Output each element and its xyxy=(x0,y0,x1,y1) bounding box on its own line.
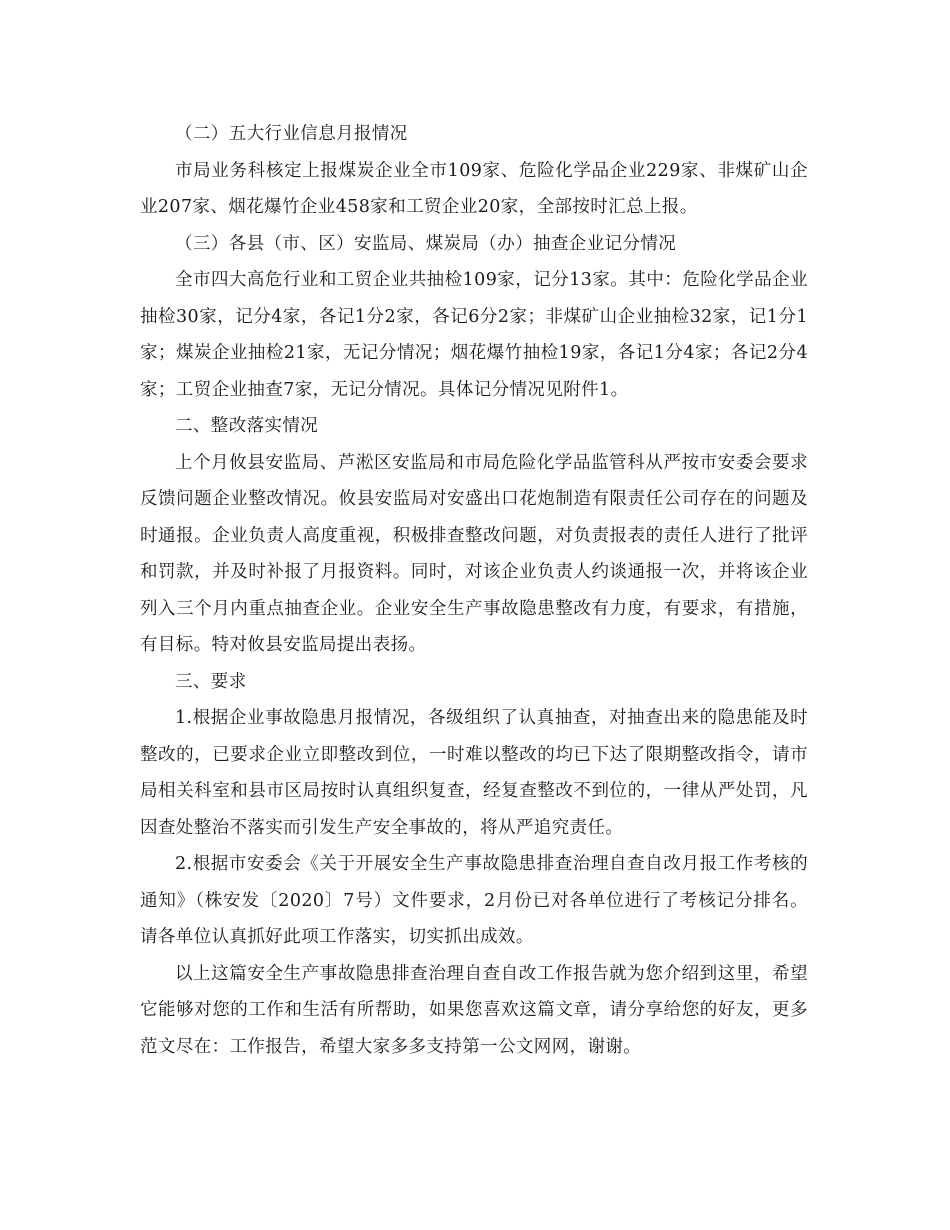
paragraph-requirement-2: 2.根据市安委会《关于开展安全生产事故隐患排查治理自查自改月报工作考核的通知》（株安发〔2020〕7号）文件要求，2月份已对各单位进行了考核记分排名。请各单位认真抓好此项工作落实，切实抓出成效。 xyxy=(140,854,808,947)
paragraph-rectification: 上个月攸县安监局、芦淞区安监局和市局危险化学品监管科从严按市安委会要求反馈问题企业整改情况。攸县安监局对安盛出口花炮制造有限责任公司存在的问题及时通报。企业负责人高度重视，积极排查整改问题，对负责报表的责任人进行了批评和罚款，并及时补报了月报资料。同时，对该企业负责人约谈通报一次，并将该企业列入三个月内重点抽查企业。企业安全生产事故隐患整改有力度，有要求，有措施，有目标。特对攸县安监局提出表扬。 xyxy=(140,452,808,655)
section-heading-rectification: 二、整改落实情况 xyxy=(175,416,319,436)
paragraph-requirement-1: 1.根据企业事故隐患月报情况，各级组织了认真抽查，对抽查出来的隐患能及时整改的，已要求企业立即整改到位，一时难以整改的均已下达了限期整改指令，请市局相关科室和县市区局按时认真组织复查，经复查整改不到位的，一律从严处罚，凡因查处整治不落实而引发生产安全事故的，将从严追究责任。 xyxy=(140,708,808,838)
section-heading-spot-check: （三）各县（市、区）安监局、煤炭局（办）抽查企业记分情况 xyxy=(175,233,677,254)
paragraph-spot-check: 全市四大高危行业和工贸企业共抽检109家，记分13家。其中：危险化学品企业抽检30家，记分4家，各记1分2家，各记6分2家；非煤矿山企业抽检32家，记1分1家；煤炭企业抽检21家，无记分情况；烟花爆竹抽检19家，各记1分4家；各记2分4家；工贸企业抽查7家，无记分情况。具体记分情况见附件1。 xyxy=(140,270,808,400)
section-heading-requirements: 三、要求 xyxy=(175,671,247,692)
paragraph-closing: 以上这篇安全生产事故隐患排查治理自查自改工作报告就为您介绍到这里，希望它能够对您的工作和生活有所帮助，如果您喜欢这篇文章，请分享给您的好友，更多范文尽在：工作报告，希望大家多多支持第一公文网网，谢谢。 xyxy=(140,963,808,1057)
paragraph-industry-report: 市局业务科核定上报煤炭企业全市109家、危险化学品企业229家、非煤矿山企业207家、烟花爆竹企业458家和工贸企业20家，全部按时汇总上报。 xyxy=(140,160,808,217)
section-heading-industry-report: （二）五大行业信息月报情况 xyxy=(175,124,408,144)
document-body xyxy=(140,116,808,1065)
